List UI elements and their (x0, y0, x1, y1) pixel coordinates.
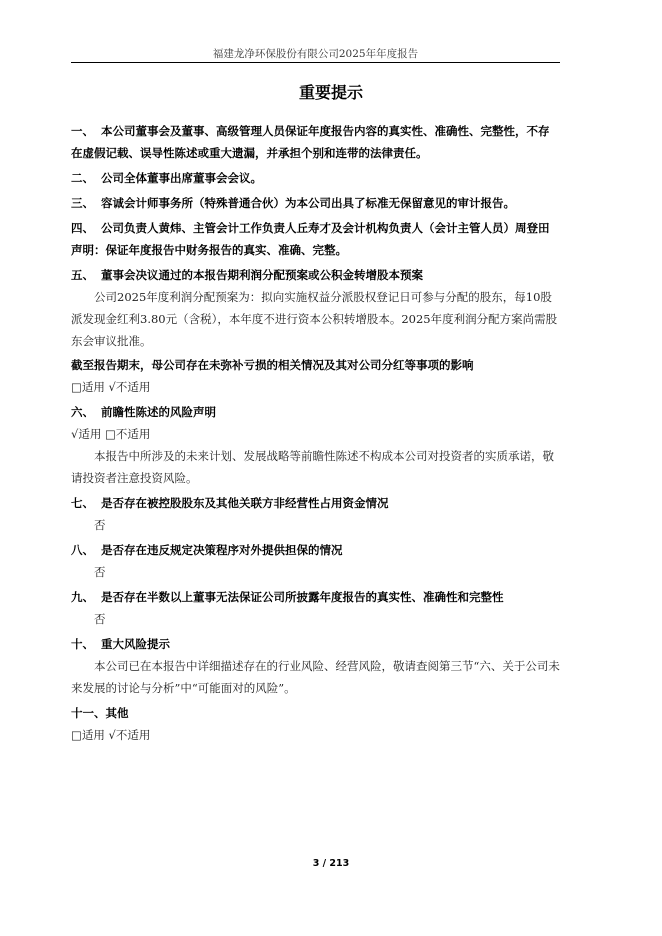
section-text: 本公司董事会及董事、高级管理人员保证年度报告内容的真实性、准确性、完整性，不存在虚假记载、误导性陈述或重大遗漏，并承担个别和连带的法律责任。 (71, 124, 550, 160)
section-number: 一、 (71, 124, 94, 138)
section-1-heading (71, 120, 560, 164)
section-number: 十一、 (71, 706, 106, 720)
section-11-heading (71, 702, 560, 724)
section-5b-heading: 截至报告期末，母公司存在未弥补亏损的相关情况及其对公司分红等事项的影响 (71, 358, 474, 372)
applicability-checkbox: □适用 √不适用 (71, 728, 151, 742)
page-title: 重要提示 (298, 83, 363, 102)
section-9-answer: 否 (94, 612, 106, 626)
section-text: 是否存在违反规定决策程序对外提供担保的情况 (101, 543, 343, 557)
section-7-heading (71, 492, 560, 514)
section-number: 六、 (71, 405, 94, 419)
section-10-body: 本公司已在本报告中详细描述存在的行业风险、经营风险，敬请查阅第三节“六、关于公司未来发展的讨论与分析”中“可能面对的风险”。 (71, 659, 560, 695)
section-text: 是否存在被控股股东及其他关联方非经营性占用资金情况 (101, 496, 389, 510)
section-text: 前瞻性陈述的风险声明 (101, 405, 216, 419)
section-text: 重大风险提示 (101, 637, 170, 651)
page-number: 3 / 213 (312, 858, 350, 869)
section-number: 九、 (71, 590, 94, 604)
document-body (71, 120, 560, 746)
section-8-answer: 否 (94, 565, 106, 579)
section-text: 公司负责人黄炜、主管会计工作负责人丘寿才及会计机构负责人（会计主管人员）周登田声明：保证年度报告中财务报告的真实、准确、完整。 (71, 221, 550, 257)
header-divider (71, 62, 560, 63)
section-9-heading (71, 586, 560, 608)
section-5-body: 公司2025年度利润分配预案为：拟向实施权益分派股权登记日可参与分配的股东，每10股派发现金红利3.80元（含税），本年度不进行资本公积转增股本。2025年度利润分配方案尚需股东会审议批准。 (71, 290, 558, 348)
section-text: 公司全体董事出席董事会会议。 (101, 171, 262, 185)
section-number: 四、 (71, 221, 94, 235)
section-text: 董事会决议通过的本报告期利润分配预案或公积金转增股本预案 (101, 268, 423, 282)
applicability-checkbox: √适用 □不适用 (71, 427, 151, 441)
section-number: 七、 (71, 496, 94, 510)
section-6-heading (71, 401, 560, 423)
section-text: 其他 (105, 706, 129, 720)
section-2-heading (71, 167, 560, 189)
section-5-heading (71, 264, 560, 286)
section-text: 容诚会计师事务所（特殊普通合伙）为本公司出具了标准无保留意见的审计报告。 (101, 196, 515, 210)
section-7-answer: 否 (94, 518, 106, 532)
section-number: 十、 (71, 637, 94, 651)
section-4-heading (71, 217, 560, 261)
section-number: 三、 (71, 196, 94, 210)
section-6-body: 本报告中所涉及的未来计划、发展战略等前瞻性陈述不构成本公司对投资者的实质承诺，敬请投资者注意投资风险。 (71, 449, 554, 485)
section-number: 八、 (71, 543, 94, 557)
section-10-heading (71, 633, 560, 655)
section-number: 二、 (71, 171, 94, 185)
section-8-heading (71, 539, 560, 561)
section-3-heading (71, 192, 560, 214)
applicability-checkbox: □适用 √不适用 (71, 380, 151, 394)
section-number: 五、 (71, 268, 94, 282)
running-header: 福建龙净环保股份有限公司2025年年度报告 (212, 48, 419, 60)
section-text: 是否存在半数以上董事无法保证公司所披露年度报告的真实性、准确性和完整性 (101, 590, 504, 604)
